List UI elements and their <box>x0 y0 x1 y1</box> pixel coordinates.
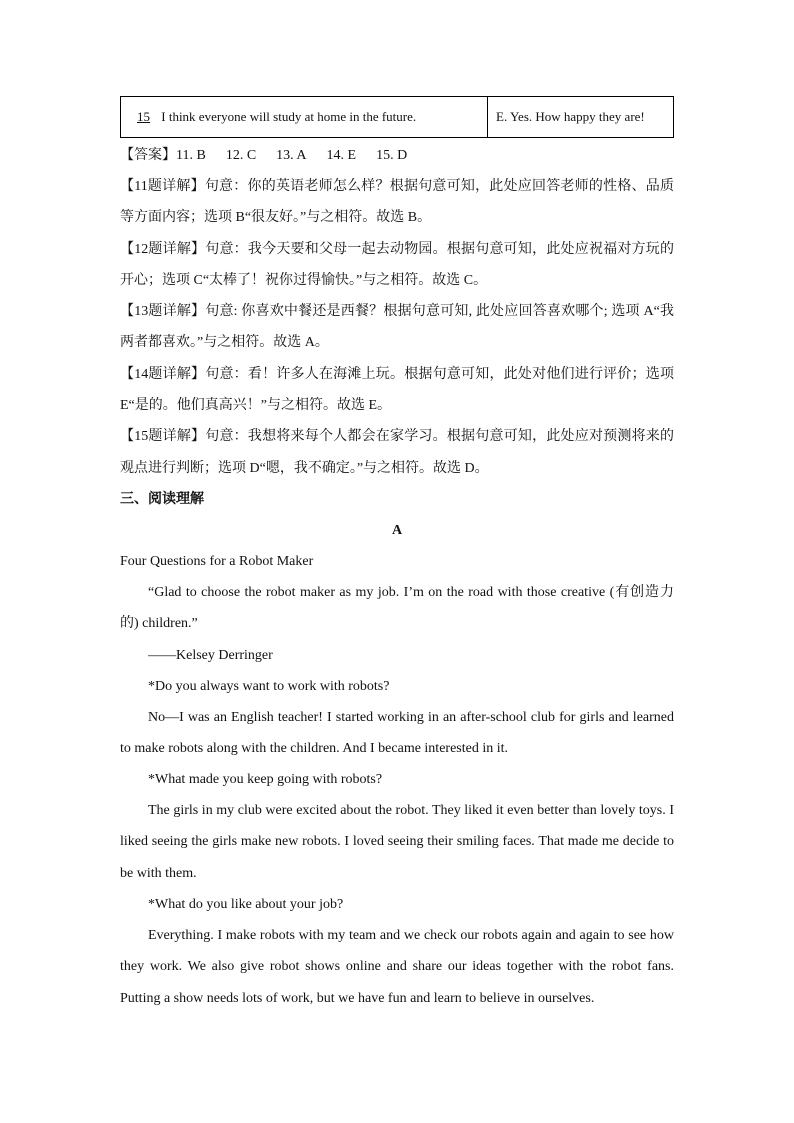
passage-letter: A <box>391 522 403 538</box>
explanation-text: 句意：我今天要和父母一起去动物园。根据句意可知，此处应祝福对方玩的开心；选项 C“太棒了！祝你过得愉快。”与之相符。故选 C。 <box>120 241 675 288</box>
option-cell: E. Yes. How happy they are! <box>488 97 674 138</box>
passage-title: Four Questions for a Robot Maker <box>120 553 314 569</box>
explanation-13 <box>120 296 674 359</box>
answer-3: Everything. I make robots with my team and we check our robots again and again to see how they work. We also give robot shows online and share our ideas together with the robot fans. Putting a show needs lots of work, but we have fun and learn to believe in ourselves. <box>120 928 674 1006</box>
table-row <box>121 97 674 138</box>
explanation-label: 【11题详解】 <box>120 179 205 194</box>
answer-item: 11. B <box>176 148 206 163</box>
question-3: *What do you like about your job? <box>148 897 344 913</box>
answer-item: 15. D <box>376 148 408 163</box>
document-page <box>120 96 674 1014</box>
question-2: *What made you keep going with robots? <box>148 772 383 788</box>
explanation-15 <box>120 421 674 484</box>
answer-1: No—I was an English teacher! I started working in an after-school club for girls and learned to make robots along with the children. And I became interested in it. <box>120 709 674 756</box>
explanation-label: 【12题详解】 <box>120 241 206 257</box>
quote: “Glad to choose the robot maker as my job. I’m on the road with those creative (有创造力的) children.” <box>120 584 674 632</box>
quote-author: ——Kelsey Derringer <box>148 647 273 663</box>
section-title: 三、阅读理解 <box>120 491 204 507</box>
explanation-label: 【15题详解】 <box>120 429 206 445</box>
question-1: *Do you always want to work with robots? <box>148 678 390 694</box>
explanation-label: 【14题详解】 <box>120 366 206 382</box>
answer-label: 【答案】 <box>120 148 176 163</box>
blank-number: 15 <box>137 109 150 124</box>
sentence-cell <box>121 97 488 138</box>
explanation-12 <box>120 234 674 297</box>
answer-item: 14. E <box>326 148 357 163</box>
answer-item: 13. A <box>276 148 307 163</box>
sentence-text: I think everyone will study at home in the future. <box>161 109 417 124</box>
explanation-text: 句意：看！许多人在海滩上玩。根据句意可知，此处对他们进行评价；选项 E“是的。他们真高兴！”与之相符。故选 E。 <box>120 366 675 414</box>
explanation-11 <box>120 171 674 234</box>
answer-item: 12. C <box>225 148 257 163</box>
explanation-label: 【13题详解】 <box>120 304 206 320</box>
answer-2: The girls in my club were excited about the robot. They liked it even better than lovely toys. I liked seeing the girls make new robots. I loved seeing their smiling faces. That made me decide to be with them. <box>120 803 674 881</box>
explanation-14 <box>120 359 674 422</box>
explanation-text: 句意: 你喜欢中餐还是西餐？根据句意可知, 此处应回答喜欢哪个; 选项 A“我两者都喜欢。”与之相符。故选 A。 <box>120 304 674 351</box>
matching-table <box>120 96 674 138</box>
explanation-text: 句意：我想将来每个人都会在家学习。根据句意可知，此处应对预测将来的观点进行判断；选项 D“嗯，我不确定。”与之相符。故选 D。 <box>120 429 675 476</box>
answer-line <box>120 140 674 171</box>
explanation-text: 句意：你的英语老师怎么样？根据句意可知，此处应回答老师的性格、品质等方面内容；选项 B“很友好。”与之相符。故选 B。 <box>120 179 674 226</box>
